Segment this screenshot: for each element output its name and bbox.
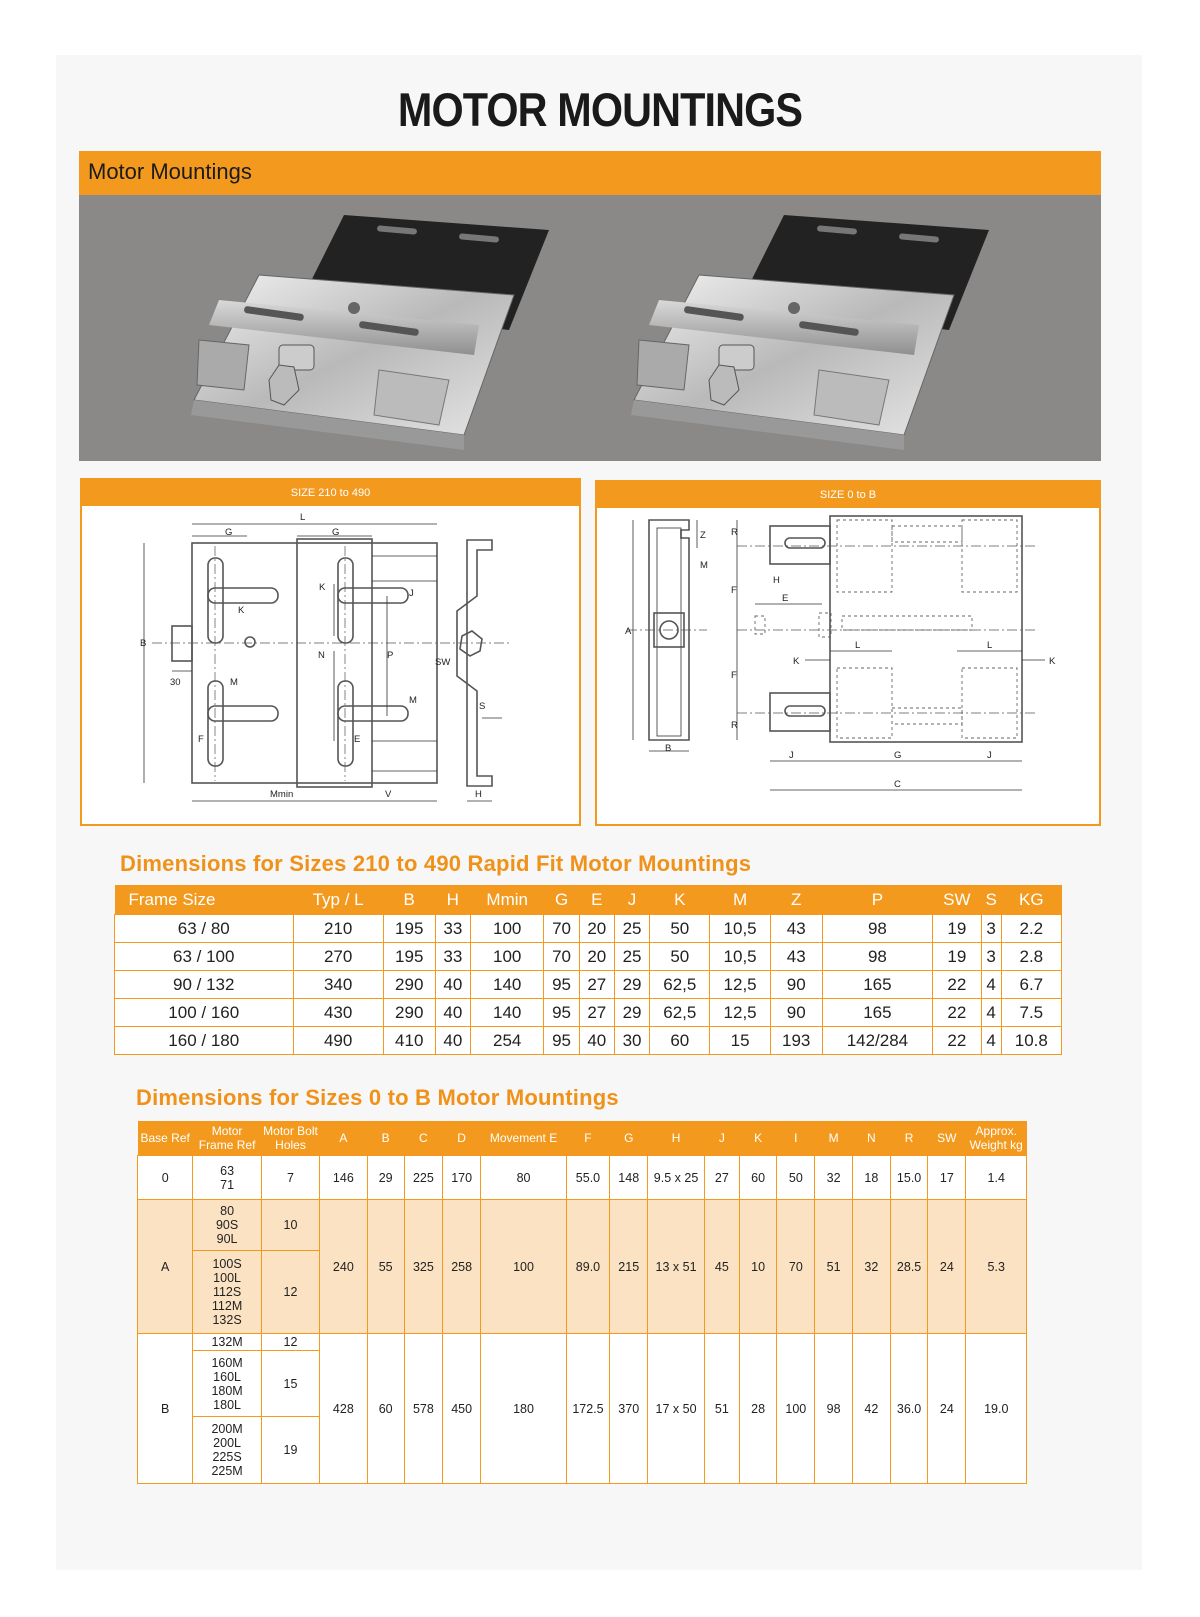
cell: 29 xyxy=(614,971,649,999)
dim-label: J xyxy=(789,750,794,761)
col-header: S xyxy=(981,885,1001,915)
cell: 40 xyxy=(435,999,470,1027)
col-header: Frame Size xyxy=(115,885,294,915)
cell: 5.3 xyxy=(966,1200,1027,1334)
table-sizes-210-490 xyxy=(114,885,1062,1055)
col-header: Approx. Weight kg xyxy=(966,1121,1027,1156)
cell: 18 xyxy=(852,1156,890,1200)
cell: 30 xyxy=(614,1027,649,1055)
col-header: J xyxy=(704,1121,739,1156)
dim-label: H xyxy=(773,575,780,586)
cell: 160M 160L 180M 180L xyxy=(193,1351,261,1417)
cell: 25 xyxy=(614,943,649,971)
cell: 19 xyxy=(933,943,981,971)
cell: 19 xyxy=(933,915,981,943)
cell: 90 xyxy=(770,999,822,1027)
dim-label: H xyxy=(475,789,482,800)
table-sizes-0-b xyxy=(137,1121,1027,1484)
cell: 95 xyxy=(544,999,579,1027)
cell: 98 xyxy=(815,1334,852,1484)
cell: 60 xyxy=(367,1334,404,1484)
cell: 25 xyxy=(614,915,649,943)
cell: 225 xyxy=(404,1156,442,1200)
cell: 36.0 xyxy=(890,1334,927,1484)
dim-label: K xyxy=(319,582,326,593)
cell: 290 xyxy=(383,999,435,1027)
cell: 24 xyxy=(928,1200,966,1334)
cell: 410 xyxy=(383,1027,435,1055)
cell: 27 xyxy=(704,1156,739,1200)
cell: 240 xyxy=(320,1200,367,1334)
cell: 578 xyxy=(404,1334,442,1484)
dim-label: B xyxy=(665,743,672,754)
mounting-render-1 xyxy=(191,215,549,450)
cell: 193 xyxy=(770,1027,822,1055)
cell: 60 xyxy=(739,1156,776,1200)
cell: 165 xyxy=(822,971,932,999)
cell: 172.5 xyxy=(566,1334,609,1484)
page-title: MOTOR MOUNTINGS xyxy=(397,83,803,136)
col-header: B xyxy=(383,885,435,915)
col-header: Mmin xyxy=(470,885,544,915)
cell: 10 xyxy=(261,1200,319,1251)
dim-label: L xyxy=(300,512,306,523)
cell: 19 xyxy=(261,1417,319,1484)
col-header: N xyxy=(852,1121,890,1156)
cell: 17 xyxy=(928,1156,966,1200)
cell: 33 xyxy=(435,943,470,971)
dim-label: L xyxy=(987,640,993,651)
cell: 80 90S 90L xyxy=(193,1200,261,1251)
dim-label: M xyxy=(409,695,417,706)
cell: 70 xyxy=(544,943,579,971)
dim-label: 30 xyxy=(170,677,181,688)
col-header: H xyxy=(435,885,470,915)
cell: 15.0 xyxy=(890,1156,927,1200)
dim-label: V xyxy=(385,789,392,800)
cell: 51 xyxy=(815,1200,852,1334)
cell: 12,5 xyxy=(710,971,770,999)
cell: 27 xyxy=(579,999,614,1027)
dim-label: G xyxy=(894,750,902,761)
dim-label: N xyxy=(318,650,325,661)
cell: 43 xyxy=(770,943,822,971)
cell: 10,5 xyxy=(710,943,770,971)
mounting-render-2 xyxy=(631,215,989,450)
cell: 63 71 xyxy=(193,1156,261,1200)
table-row xyxy=(115,915,1062,943)
cell: 55.0 xyxy=(566,1156,609,1200)
cell: 270 xyxy=(293,943,383,971)
dim-label: K xyxy=(793,656,800,667)
cell: 95 xyxy=(544,1027,579,1055)
cell: 12 xyxy=(261,1251,319,1334)
cell: 215 xyxy=(610,1200,648,1334)
table-row xyxy=(138,1200,1027,1251)
cell: 17 x 50 xyxy=(648,1334,704,1484)
cell: 9.5 x 25 xyxy=(648,1156,704,1200)
cell: 100 / 160 xyxy=(115,999,294,1027)
dim-label: A xyxy=(625,626,632,637)
cell: 28.5 xyxy=(890,1200,927,1334)
col-header: KG xyxy=(1001,885,1061,915)
cell: 340 xyxy=(293,971,383,999)
cell: 70 xyxy=(544,915,579,943)
cell: 19.0 xyxy=(966,1334,1027,1484)
col-header: SW xyxy=(933,885,981,915)
dim-label: E xyxy=(354,734,361,745)
col-header: Motor Bolt Holes xyxy=(261,1121,319,1156)
cell: 20 xyxy=(579,915,614,943)
cell: 142/284 xyxy=(822,1027,932,1055)
cell: 140 xyxy=(470,999,544,1027)
col-header: R xyxy=(890,1121,927,1156)
dim-label: R xyxy=(731,720,738,731)
col-header: B xyxy=(367,1121,404,1156)
col-header: Typ / L xyxy=(293,885,383,915)
cell: B xyxy=(138,1334,193,1484)
dim-label: B xyxy=(140,638,147,649)
cell: 62,5 xyxy=(650,999,710,1027)
cell: 12,5 xyxy=(710,999,770,1027)
dim-label: L xyxy=(855,640,861,651)
cell: 100 xyxy=(470,943,544,971)
drawing-panel-right xyxy=(595,480,1101,826)
table1-title: Dimensions for Sizes 210 to 490 Rapid Fit Motor Mountings xyxy=(120,851,752,876)
cell: 29 xyxy=(614,999,649,1027)
dim-label: F xyxy=(731,585,737,596)
cell: 7.5 xyxy=(1001,999,1061,1027)
col-header: J xyxy=(614,885,649,915)
cell: 7 xyxy=(261,1156,319,1200)
cell: 210 xyxy=(293,915,383,943)
cell: 258 xyxy=(443,1200,481,1334)
dim-label: F xyxy=(731,670,737,681)
table-row xyxy=(115,1027,1062,1055)
cell: 80 xyxy=(481,1156,567,1200)
col-header: SW xyxy=(928,1121,966,1156)
cell: 89.0 xyxy=(566,1200,609,1334)
cell: 2.8 xyxy=(1001,943,1061,971)
cell: 1.4 xyxy=(966,1156,1027,1200)
cell: 195 xyxy=(383,943,435,971)
drawing-panel-left xyxy=(80,478,581,826)
table-row xyxy=(138,1156,1027,1200)
dim-label: M xyxy=(230,677,238,688)
table2-title: Dimensions for Sizes 0 to B Motor Mountings xyxy=(136,1085,619,1110)
col-header: D xyxy=(443,1121,481,1156)
cell: 40 xyxy=(435,971,470,999)
cell: 10.8 xyxy=(1001,1027,1061,1055)
drawing-header-left: SIZE 210 to 490 xyxy=(82,480,579,506)
cell: 55 xyxy=(367,1200,404,1334)
cell: 90 xyxy=(770,971,822,999)
dim-label: R xyxy=(731,527,738,538)
dim-label: C xyxy=(894,779,901,790)
cell: 95 xyxy=(544,971,579,999)
cell: 200M 200L 225S 225M xyxy=(193,1417,261,1484)
cell: 63 / 80 xyxy=(115,915,294,943)
cell: 430 xyxy=(293,999,383,1027)
dim-label: S xyxy=(479,701,486,712)
cell: 40 xyxy=(435,1027,470,1055)
cell: 12 xyxy=(261,1334,319,1351)
cell: 4 xyxy=(981,971,1001,999)
cell: 60 xyxy=(650,1027,710,1055)
col-header: M xyxy=(710,885,770,915)
cell: 180 xyxy=(481,1334,567,1484)
cell: 50 xyxy=(777,1156,815,1200)
cell: 325 xyxy=(404,1200,442,1334)
cell: 2.2 xyxy=(1001,915,1061,943)
col-header: Z xyxy=(770,885,822,915)
cell: 170 xyxy=(443,1156,481,1200)
product-photo xyxy=(79,195,1101,461)
dim-label: M xyxy=(700,560,708,571)
cell: 32 xyxy=(852,1200,890,1334)
col-header: Base Ref xyxy=(138,1121,193,1156)
cell: 22 xyxy=(933,971,981,999)
cell: 50 xyxy=(650,943,710,971)
band-title: Motor Mountings xyxy=(88,159,252,184)
cell: 10 xyxy=(739,1200,776,1334)
dim-label: Mmin xyxy=(270,789,294,800)
cell: 428 xyxy=(320,1334,367,1484)
dim-label: Z xyxy=(700,530,706,541)
dim-label: K xyxy=(238,605,245,616)
section-band xyxy=(79,151,1101,195)
cell: 63 / 100 xyxy=(115,943,294,971)
col-header: E xyxy=(579,885,614,915)
dim-label: E xyxy=(782,593,789,604)
cell: 148 xyxy=(610,1156,648,1200)
col-header: I xyxy=(777,1121,815,1156)
table-row xyxy=(115,943,1062,971)
cell: 42 xyxy=(852,1334,890,1484)
cell: 3 xyxy=(981,943,1001,971)
cell: 33 xyxy=(435,915,470,943)
cell: 51 xyxy=(704,1334,739,1484)
col-header: F xyxy=(566,1121,609,1156)
cell: 43 xyxy=(770,915,822,943)
cell: 100 xyxy=(481,1200,567,1334)
dim-label: J xyxy=(987,750,992,761)
cell: 98 xyxy=(822,915,932,943)
col-header: K xyxy=(650,885,710,915)
cell: 40 xyxy=(579,1027,614,1055)
col-header: P xyxy=(822,885,932,915)
table-row xyxy=(138,1334,1027,1351)
cell: 24 xyxy=(928,1334,966,1484)
dim-label: F xyxy=(198,734,204,745)
col-header: G xyxy=(610,1121,648,1156)
col-header: M xyxy=(815,1121,852,1156)
dim-label: SW xyxy=(435,657,451,668)
cell: 13 x 51 xyxy=(648,1200,704,1334)
cell: 15 xyxy=(261,1351,319,1417)
cell: 29 xyxy=(367,1156,404,1200)
cell: 22 xyxy=(933,1027,981,1055)
cell: 290 xyxy=(383,971,435,999)
cell: 6.7 xyxy=(1001,971,1061,999)
cell: 490 xyxy=(293,1027,383,1055)
cell: 90 / 132 xyxy=(115,971,294,999)
cell: 15 xyxy=(710,1027,770,1055)
dim-label: J xyxy=(409,588,414,599)
cell: 146 xyxy=(320,1156,367,1200)
dim-label: G xyxy=(225,527,233,538)
cell: 10,5 xyxy=(710,915,770,943)
col-header: A xyxy=(320,1121,367,1156)
cell: 27 xyxy=(579,971,614,999)
cell: 28 xyxy=(739,1334,776,1484)
cell: 45 xyxy=(704,1200,739,1334)
cell: 450 xyxy=(443,1334,481,1484)
cell: 4 xyxy=(981,1027,1001,1055)
col-header: C xyxy=(404,1121,442,1156)
table-row xyxy=(115,971,1062,999)
col-header: Motor Frame Ref xyxy=(193,1121,261,1156)
drawing-header-right: SIZE 0 to B xyxy=(597,482,1099,508)
col-header: K xyxy=(739,1121,776,1156)
col-header: H xyxy=(648,1121,704,1156)
cell: 98 xyxy=(822,943,932,971)
cell: 140 xyxy=(470,971,544,999)
cell: 50 xyxy=(650,915,710,943)
cell: 70 xyxy=(777,1200,815,1334)
cell: 62,5 xyxy=(650,971,710,999)
cell: 160 / 180 xyxy=(115,1027,294,1055)
table-row xyxy=(115,999,1062,1027)
cell: 165 xyxy=(822,999,932,1027)
cell: 100S 100L 112S 112M 132S xyxy=(193,1251,261,1334)
cell: 100 xyxy=(470,915,544,943)
cell: 100 xyxy=(777,1334,815,1484)
cell: 370 xyxy=(610,1334,648,1484)
cell: 254 xyxy=(470,1027,544,1055)
cell: 4 xyxy=(981,999,1001,1027)
cell: 3 xyxy=(981,915,1001,943)
cell: 20 xyxy=(579,943,614,971)
cell: 0 xyxy=(138,1156,193,1200)
cell: 195 xyxy=(383,915,435,943)
dim-label: P xyxy=(387,650,394,661)
dim-label: G xyxy=(332,527,340,538)
dim-label: K xyxy=(1049,656,1056,667)
col-header: Movement E xyxy=(481,1121,567,1156)
cell: 32 xyxy=(815,1156,852,1200)
cell: A xyxy=(138,1200,193,1334)
cell: 132M xyxy=(193,1334,261,1351)
cell: 22 xyxy=(933,999,981,1027)
col-header: G xyxy=(544,885,579,915)
